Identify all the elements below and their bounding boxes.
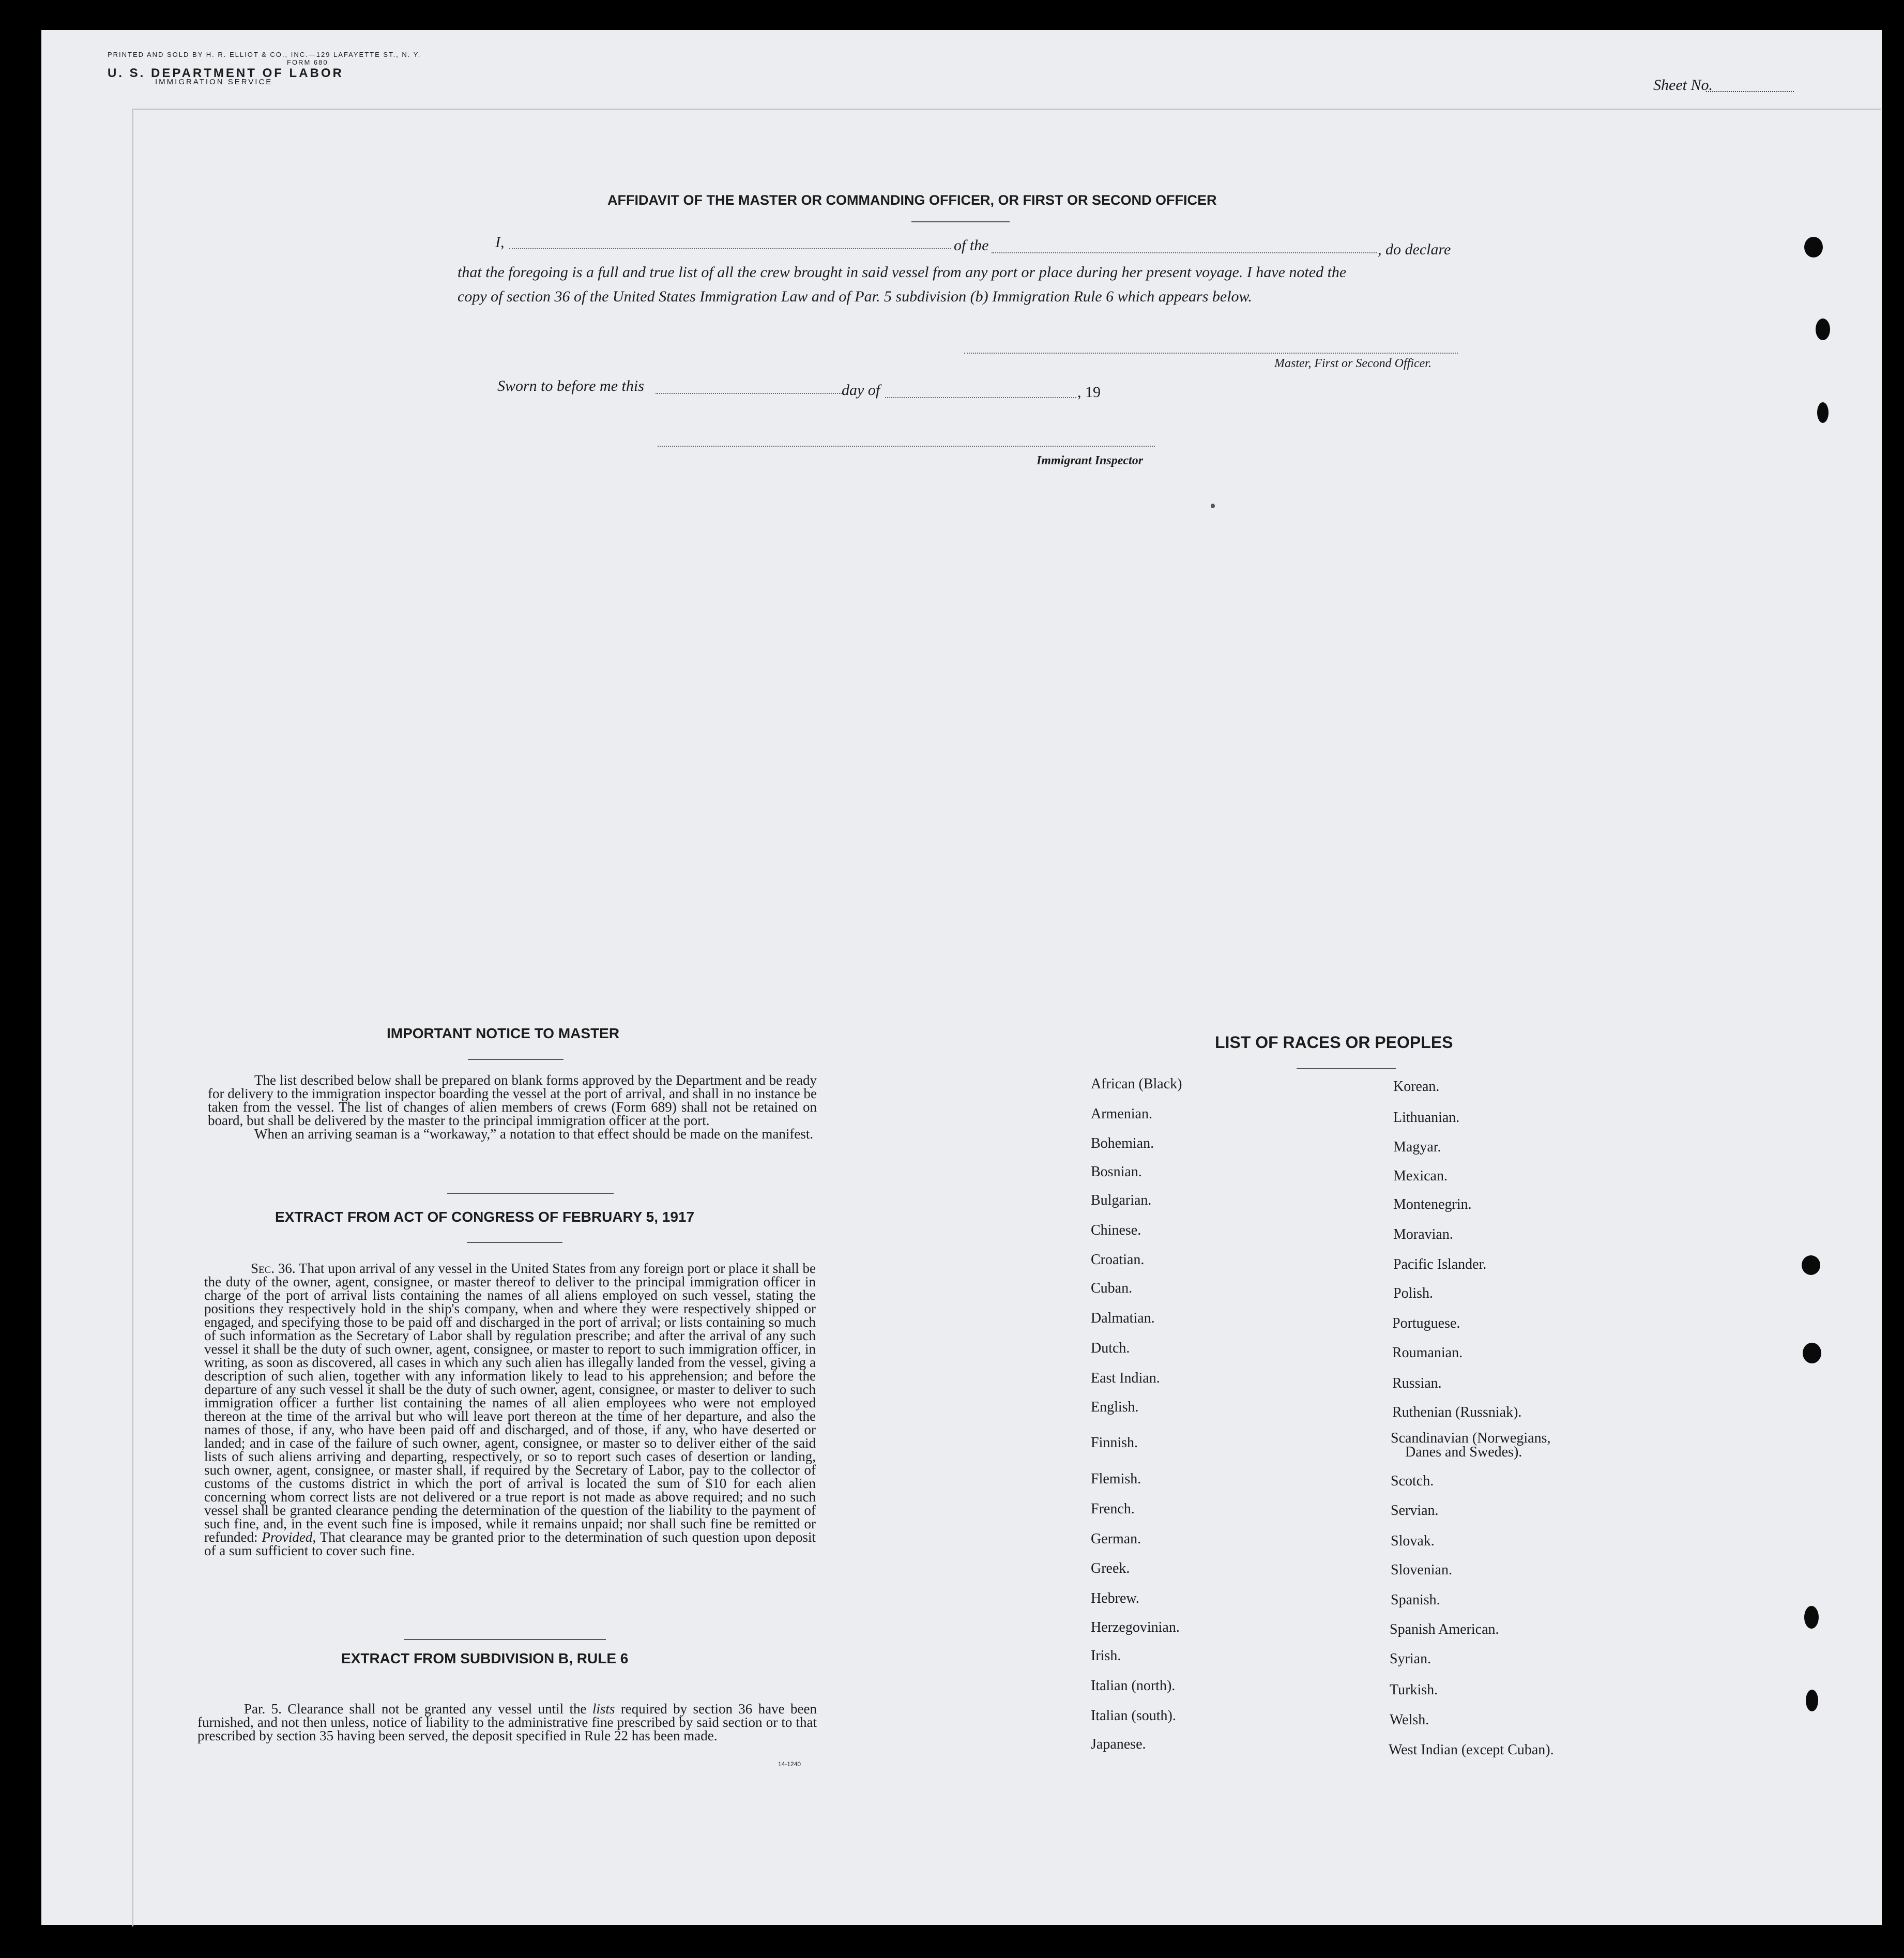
divider xyxy=(1297,1068,1396,1069)
race-item: French. xyxy=(1091,1501,1135,1517)
affidavit-text-line2: copy of section 36 of the United States Immigration Law and of Par. 5 subdivision (b) Immigration Rule 6 which appears below. xyxy=(458,288,1252,305)
race-item: Magyar. xyxy=(1393,1139,1441,1155)
binder-hole xyxy=(1806,1690,1818,1711)
notice-paragraph: When an arriving seaman is a “workaway,” a notation to that effect should be made on the manifest. xyxy=(254,1126,814,1142)
race-item: Servian. xyxy=(1391,1502,1439,1519)
divider xyxy=(447,1193,614,1194)
extract-act-text xyxy=(204,1262,816,1557)
race-item: Moravian. xyxy=(1393,1226,1453,1242)
lists-word: lists xyxy=(592,1701,615,1717)
form-number: FORM 680 xyxy=(287,58,328,66)
service-name: IMMIGRATION SERVICE xyxy=(155,78,273,86)
race-item: Syrian. xyxy=(1390,1651,1431,1667)
race-item: Scandinavian (Norwegians, xyxy=(1391,1430,1551,1446)
race-item: Finnish. xyxy=(1091,1435,1138,1451)
race-item: Polish. xyxy=(1393,1285,1434,1301)
binder-hole xyxy=(1816,318,1830,340)
binder-hole xyxy=(1804,1606,1819,1629)
race-item: Lithuanian. xyxy=(1393,1110,1460,1126)
affidavit-title: AFFIDAVIT OF THE MASTER OR COMMANDING OFFICER, OR FIRST OR SECOND OFFICER xyxy=(607,192,1217,208)
binder-hole xyxy=(1803,1343,1821,1363)
race-item: Irish. xyxy=(1091,1648,1121,1664)
race-item: Dutch. xyxy=(1091,1340,1130,1356)
race-item: Welsh. xyxy=(1390,1712,1429,1728)
race-item: Slovak. xyxy=(1391,1533,1435,1549)
extract-act-title: EXTRACT FROM ACT OF CONGRESS OF FEBRUARY 5, 1917 xyxy=(275,1209,695,1225)
sworn-label: Sworn to before me this xyxy=(497,377,644,394)
race-item: East Indian. xyxy=(1091,1370,1160,1386)
inspector-signature-field[interactable] xyxy=(658,446,1155,447)
day-of-label: day of xyxy=(842,382,880,399)
divider xyxy=(468,1059,563,1060)
race-item: West Indian (except Cuban). xyxy=(1389,1742,1554,1758)
race-item: Herzegovinian. xyxy=(1091,1619,1180,1635)
year-label: , 19 xyxy=(1077,384,1101,401)
race-item: Greek. xyxy=(1091,1560,1130,1576)
race-item: Flemish. xyxy=(1091,1471,1141,1487)
binder-hole xyxy=(1804,237,1823,257)
printer-imprint: PRINTED AND SOLD BY H. R. ELLIOT & CO., INC.—129 LAFAYETTE ST., N. Y. xyxy=(108,51,421,58)
race-item: Croatian. xyxy=(1091,1252,1145,1268)
rule-text-end: required by section 36 have been furnished, and not then unless, notice of liability to the administrative fine prescribed by said section or to that prescribed by section 35 having been served, the deposit specified in Rule 22 has been made. xyxy=(197,1701,817,1743)
race-item: Pacific Islander. xyxy=(1393,1256,1487,1272)
race-item: English. xyxy=(1091,1399,1139,1415)
race-item: Spanish. xyxy=(1391,1592,1440,1608)
race-item: Mexican. xyxy=(1393,1168,1448,1184)
affidavit-do-declare: , do declare xyxy=(1378,241,1451,258)
race-item: Bosnian. xyxy=(1091,1164,1142,1180)
race-item: Russian. xyxy=(1392,1375,1442,1391)
provided-word: Provided, xyxy=(262,1529,316,1545)
affidavit-of-the-label: of the xyxy=(954,237,989,254)
race-item: Dalmatian. xyxy=(1091,1310,1155,1326)
sec-label: Sec. 36. xyxy=(251,1261,296,1276)
sec-text: That upon arrival of any vessel in the United States from any foreign port or place it shall be the duty of the owner, agent, consignee, or master thereof to deliver to the principal immigration officer in charge of the port of arrival lists containing the names of all aliens employed on such vessel, stating the positions they respectively hold in the ship's company, when and where they were respectively shipped or engaged, and specifying those to be paid off and discharged in the port of arrival; or lists containing so much of such information as the Secretary of Labor shall by regulation prescribe; and after the arrival of any such vessel it shall be the duty of such owner, agent, consignee, or master to report to such immigration officer, in writing, as soon as discovered, all cases in which any such alien has illegally landed from the vessel, giving a description of such alien, together with any information likely to lead to his apprehension; and before the departure of any such vessel it shall be the duty of such owner, agent, consignee, or master to deliver to such immigration officer a further list containing the names of all alien employees who were not employed thereon at the time of the arrival but who will leave port thereon at the time of her departure, and also the names of those, if any, who have been paid off and discharged, and of those, if any, who have deserted or landed; and in case of the failure of such owner, agent, consignee, or master so to deliver either of the said lists of such aliens arriving and departing, respectively, or so to report such cases of desertion or landing, such owner, agent, consignee, or master shall, if required by the Secretary of Labor, pay to the collector of customs of the customs district in which the port of arrival is located the sum of $10 for each alien concerning whom correct lists are not delivered or a true report is not made as above required; and no such vessel shall be granted clearance pending the determination of the question of the liability to the payment of such fine, and, in the event such fine is imposed, while it remains unpaid; nor shall such fine be remitted or refunded: xyxy=(204,1261,816,1545)
binder-hole xyxy=(1817,402,1829,423)
sec-text-end: That clearance may be granted prior to the determination of such question upon deposit of a sum sufficient to cover such fine. xyxy=(204,1529,816,1558)
divider xyxy=(911,221,1010,222)
race-item: Japanese. xyxy=(1091,1736,1146,1752)
master-signature-label: Master, First or Second Officer. xyxy=(1274,357,1431,370)
race-item: Spanish American. xyxy=(1390,1621,1499,1637)
divider xyxy=(404,1639,606,1640)
race-item: Montenegrin. xyxy=(1393,1196,1472,1212)
race-item: Bulgarian. xyxy=(1091,1192,1152,1208)
rule-text: Par. 5. Clearance shall not be granted any vessel until the xyxy=(244,1701,592,1717)
race-item: African (Black) xyxy=(1091,1076,1182,1092)
master-signature-field[interactable] xyxy=(964,353,1458,354)
race-item: Italian (north). xyxy=(1091,1678,1176,1694)
name-field[interactable] xyxy=(509,248,951,249)
notice-text xyxy=(208,1073,817,1141)
race-item: Slovenian. xyxy=(1391,1562,1452,1578)
race-item: Ruthenian (Russniak). xyxy=(1392,1404,1522,1420)
divider xyxy=(467,1242,562,1243)
race-item: Hebrew. xyxy=(1091,1590,1139,1606)
form-code: 14-1240 xyxy=(778,1760,801,1768)
notice-title: IMPORTANT NOTICE TO MASTER xyxy=(387,1025,620,1041)
sworn-month-field[interactable] xyxy=(885,397,1076,398)
sworn-day-field[interactable] xyxy=(656,393,842,394)
extract-rule-title: EXTRACT FROM SUBDIVISION B, RULE 6 xyxy=(341,1650,629,1666)
affidavit-i-label: I, xyxy=(495,234,505,251)
race-item: Danes and Swedes). xyxy=(1405,1444,1522,1460)
affidavit-text-line1: that the foregoing is a full and true list of all the crew brought in said vessel from any port or place during her present voyage. I have noted the xyxy=(458,264,1347,281)
ink-speck xyxy=(1211,504,1215,508)
race-item: Cuban. xyxy=(1091,1280,1133,1296)
department-name: U. S. DEPARTMENT OF LABOR xyxy=(108,66,344,80)
race-item: Chinese. xyxy=(1091,1222,1141,1238)
race-item: Bohemian. xyxy=(1091,1135,1154,1151)
race-item: Armenian. xyxy=(1091,1106,1152,1122)
race-item: Roumanian. xyxy=(1392,1345,1463,1361)
race-item: German. xyxy=(1091,1531,1141,1547)
races-title: LIST OF RACES OR PEOPLES xyxy=(1215,1033,1453,1052)
binder-hole xyxy=(1802,1255,1820,1275)
inspector-label: Immigrant Inspector xyxy=(1037,454,1144,467)
race-item: Scotch. xyxy=(1391,1473,1434,1489)
race-item: Korean. xyxy=(1393,1079,1440,1095)
vessel-field[interactable] xyxy=(992,252,1377,253)
notice-paragraph: The list described below shall be prepared on blank forms approved by the Department and be ready for delivery to the immigration inspector boarding the vessel at the port of arrival, and shall in no instance be taken from the vessel. The list of changes of alien members of crews (Form 689) shall not be retained on board, but shall be delivered by the master to the principal immigration officer at the port. xyxy=(208,1072,817,1128)
race-item: Italian (south). xyxy=(1091,1708,1176,1724)
sheet-no-label: Sheet No. xyxy=(1653,77,1713,94)
extract-rule-text xyxy=(197,1702,817,1742)
race-item: Portuguese. xyxy=(1392,1315,1460,1331)
sheet-no-field[interactable] xyxy=(1706,91,1794,92)
race-item: Turkish. xyxy=(1390,1682,1438,1698)
